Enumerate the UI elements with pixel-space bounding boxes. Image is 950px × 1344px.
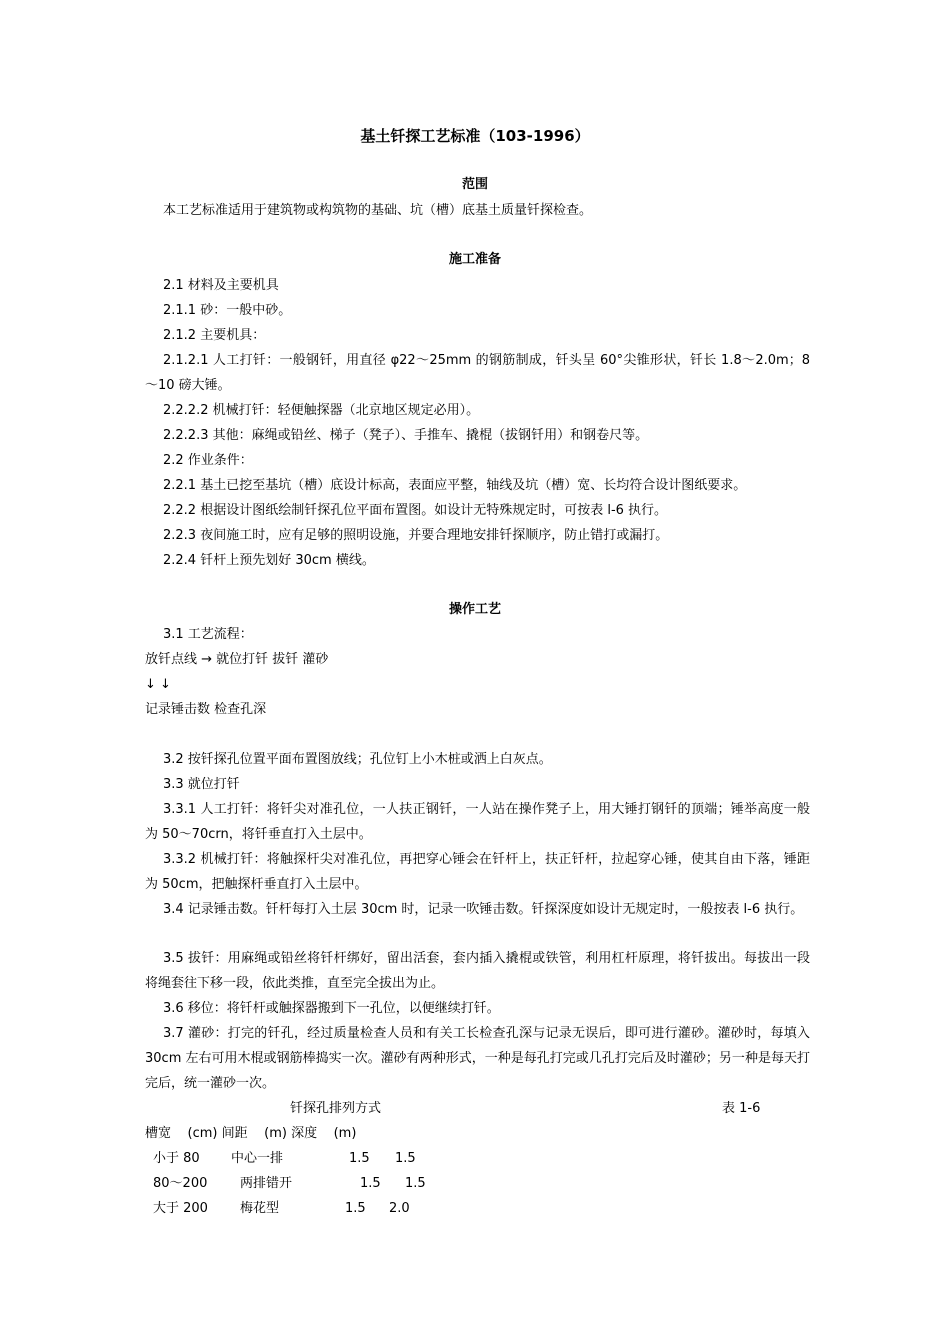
document-title: 基土钎探工艺标准（103-1996） bbox=[360, 127, 590, 145]
ops-paragraph: 3.3.2 机械打钎：将触探杆尖对准孔位，再把穿心锤会在钎杆上，扶正钎杆，拉起穿心锤，使其自由下落，锤距为 50cm，把触探杆垂直打入土层中。 bbox=[145, 852, 810, 892]
prep-line: 2.1.1 砂：一般中砂。 bbox=[163, 303, 292, 318]
cell-arrangement: 梅花型 bbox=[240, 1201, 280, 1216]
prep-line: 2.2.4 钎杆上预先划好 30cm 横线。 bbox=[163, 553, 375, 568]
section-heading-ops: 操作工艺 bbox=[448, 602, 501, 617]
ops-paragraph: 3.7 灌砂：打完的钎孔，经过质量检查人员和有关工长检查孔深与记录无误后，即可进行灌砂。灌砂时，每填入 30cm 左右可用木棍或钢筋棒捣实一次。灌砂有两种形式，一种是每孔打完或几孔打完后及时灌砂；另一种是每天打完后，统一灌砂一次。 bbox=[145, 1026, 810, 1091]
section-heading-scope: 范围 bbox=[461, 177, 488, 192]
prep-line: 2.2.2 根据设计图纸绘制钎探孔位平面布置图。如设计无特殊规定时，可按表 l-6 执行。 bbox=[163, 503, 668, 518]
table-header: 槽宽 (cm) 间距 (m) 深度 (m) bbox=[145, 1126, 357, 1141]
scope-text: 本工艺标准适用于建筑物或构筑物的基础、坑（槽）底基土质量钎探检查。 bbox=[163, 203, 593, 218]
prep-line: 2.2.3 夜间施工时，应有足够的照明设施，并要合理地安排钎探顺序，防止错打或漏打。 bbox=[163, 528, 669, 543]
cell-arrangement: 两排错开 bbox=[240, 1176, 293, 1191]
cell-spacing: 1.5 bbox=[345, 1201, 366, 1216]
prep-line: 2.2.2.2 机械打钎：轻便触探器（北京地区规定必用）。 bbox=[163, 403, 480, 418]
ops-paragraph: 3.2 按钎探孔位置平面布置图放线；孔位钉上小木桩或洒上白灰点。 bbox=[163, 752, 552, 767]
cell-width: 大于 200 bbox=[153, 1201, 208, 1216]
cell-depth: 1.5 bbox=[405, 1176, 426, 1191]
ops-paragraph: 3.6 移位：将钎杆或触探器搬到下一孔位，以便继续打钎。 bbox=[163, 1001, 500, 1016]
cell-spacing: 1.5 bbox=[360, 1176, 381, 1191]
ops-paragraph: 3.5 拔钎：用麻绳或铅丝将钎杆绑好，留出活套，套内插入撬棍或铁管，利用杠杆原理，将钎拔出。每拔出一段将绳套往下移一段，依此类推，直至完全拔出为止。 bbox=[145, 951, 810, 991]
cell-depth: 2.0 bbox=[389, 1201, 410, 1216]
table-title: 钎探孔排列方式 bbox=[290, 1101, 382, 1116]
flow-line-1: 放钎点线 → 就位打钎 拔钎 灌砂 bbox=[145, 652, 329, 667]
section-heading-prep: 施工准备 bbox=[448, 252, 501, 267]
prep-line: 2.2.2.3 其他：麻绳或铅丝、梯子（凳子）、手推车、撬棍（拔钢钎用）和钢卷尺等。 bbox=[163, 428, 649, 443]
ops-paragraph: 3.4 记录锤击数。钎杆每打入土层 30cm 时，记录一吹锤击数。钎探深度如设计无规定时，一般按表 l-6 执行。 bbox=[163, 902, 804, 917]
ops-paragraph: 3.3 就位打钎 bbox=[163, 777, 240, 792]
flow-intro: 3.1 工艺流程： bbox=[163, 627, 253, 642]
prep-line: 2.1.2.1 人工打钎：一般钢钎，用直径 φ22～25mm 的钢筋制成，钎头呈 60°尖锥形状，钎长 1.8～2.0m；8～10 磅大锤。 bbox=[145, 353, 810, 393]
prep-line: 2.1.2 主要机具： bbox=[163, 328, 266, 343]
cell-width: 小于 80 bbox=[153, 1151, 200, 1166]
prep-line: 2.1 材料及主要机具 bbox=[163, 278, 279, 293]
flow-arrows: ↓ ↓ bbox=[145, 677, 171, 692]
ops-paragraph: 3.3.1 人工打钎：将钎尖对准孔位，一人扶正钢钎，一人站在操作凳子上，用大锤打钢钎的顶端；锤举高度一般为 50～70crn，将钎垂直打入土层中。 bbox=[145, 802, 810, 842]
cell-spacing: 1.5 bbox=[349, 1151, 370, 1166]
prep-line: 2.2 作业条件： bbox=[163, 453, 253, 468]
cell-depth: 1.5 bbox=[395, 1151, 416, 1166]
prep-line: 2.2.1 基土已挖至基坑（槽）底设计标高，表面应平整，轴线及坑（槽）宽、长均符合设计图纸要求。 bbox=[163, 478, 747, 493]
table-number: 表 1-6 bbox=[722, 1101, 761, 1116]
cell-width: 80～200 bbox=[153, 1176, 208, 1191]
cell-arrangement: 中心一排 bbox=[231, 1151, 284, 1166]
flow-line-2: 记录锤击数 检查孔深 bbox=[145, 702, 267, 717]
